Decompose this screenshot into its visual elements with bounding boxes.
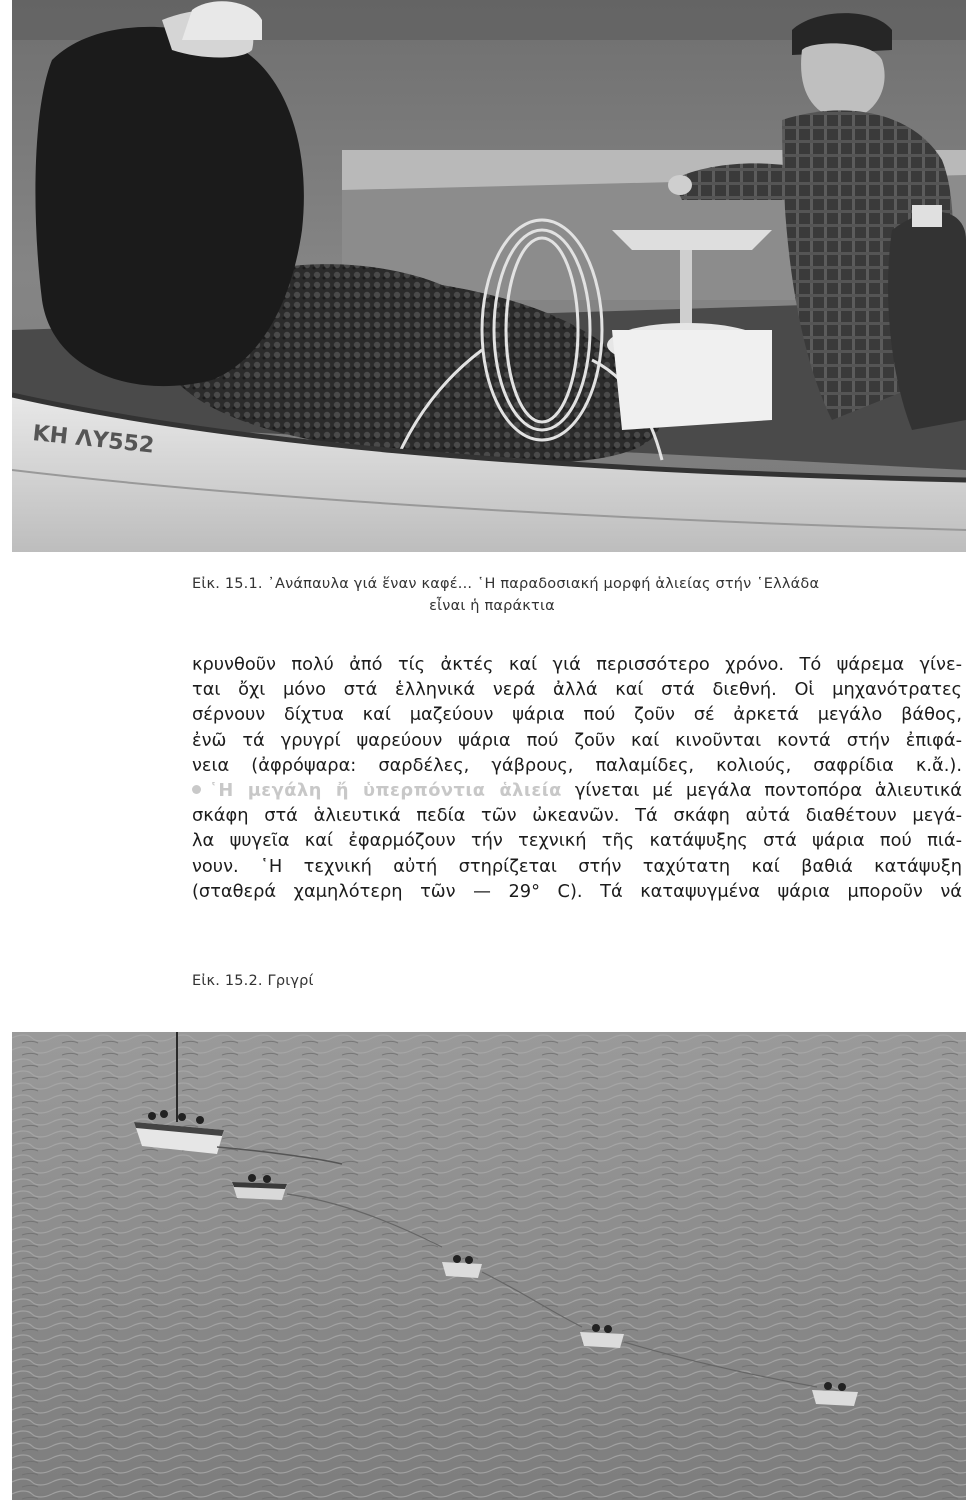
fishermen-boat-photo [12, 0, 966, 552]
body-line-3: σέρνουν δίχτυα καί μαζεύουν ψάρια πού ζοῦν σέ ἀρκετά μεγάλο βάθος, [192, 704, 962, 726]
figure1-caption-line1: Εἰκ. 15.1. ᾿Ανάπαυλα γιά ἕναν καφέ... ῾Η παραδοσιακή μορφή ἁλιείας στήν ῾Ελλάδα [192, 576, 820, 592]
figure2-caption: Εἰκ. 15.2. Γριγρί [192, 973, 314, 989]
body-line-1: κρυνθοῦν πολύ ἀπό τίς ἀκτές καί γιά περισσότερο χρόνο. Τό ψάρεμα γίνε- [192, 654, 962, 675]
body-line-6 [192, 778, 962, 803]
figure1-caption-line2: εἶναι ἡ παράκτια [429, 598, 555, 614]
body-line-2: ται ὄχι μόνο στά ἑλληνικά νερά ἀλλά καί στά διεθνή. Οἱ μηχανότρατες [192, 679, 962, 701]
body-line-5: νεια (ἀφρόψαρα: σαρδέλες, γάβρους, παλαμίδες, κολιούς, σαφρίδια κ.ἄ.). [192, 754, 962, 776]
bullet-icon [192, 785, 201, 794]
section-heading-deep-sea-fishing: ῾Η μεγάλη ἤ ὑπερπόντια ἁλιεία [209, 779, 562, 801]
body-line-6-text: γίνεται μέ μεγάλα ποντοπόρα ἁλιευτικά [574, 779, 963, 801]
boat-registration-text: ΚΗ ΛΥ552 [31, 421, 156, 459]
body-line-7: σκάφη στά ἁλιευτικά πεδία τῶν ὠκεανῶν. Τά σκάφη αὐτά διαθέτουν μεγά- [192, 805, 962, 827]
body-paragraph [192, 652, 962, 904]
grigri-boats-photo [12, 1032, 966, 1500]
body-line-10: (σταθερά χαμηλότερη τῶν — 29° C). Τά καταψυγμένα ψάρια μποροῦν νά [192, 880, 962, 902]
body-line-8: λα ψυγεῖα καί ἐφαρμόζουν τήν τεχνική τῆς κατάψυξης στά ψάρια πού πιά- [192, 830, 962, 852]
body-line-4: ἐνῶ τά γρυγρί ψαρεύουν ψάρια πού ζοῦν καί κινοῦνται κοντά στήν ἐπιφά- [192, 729, 962, 751]
body-line-9: νουν. ῾Η τεχνική αὐτή στηρίζεται στήν ταχύτατη καί βαθιά κατάψυξη [192, 855, 962, 877]
